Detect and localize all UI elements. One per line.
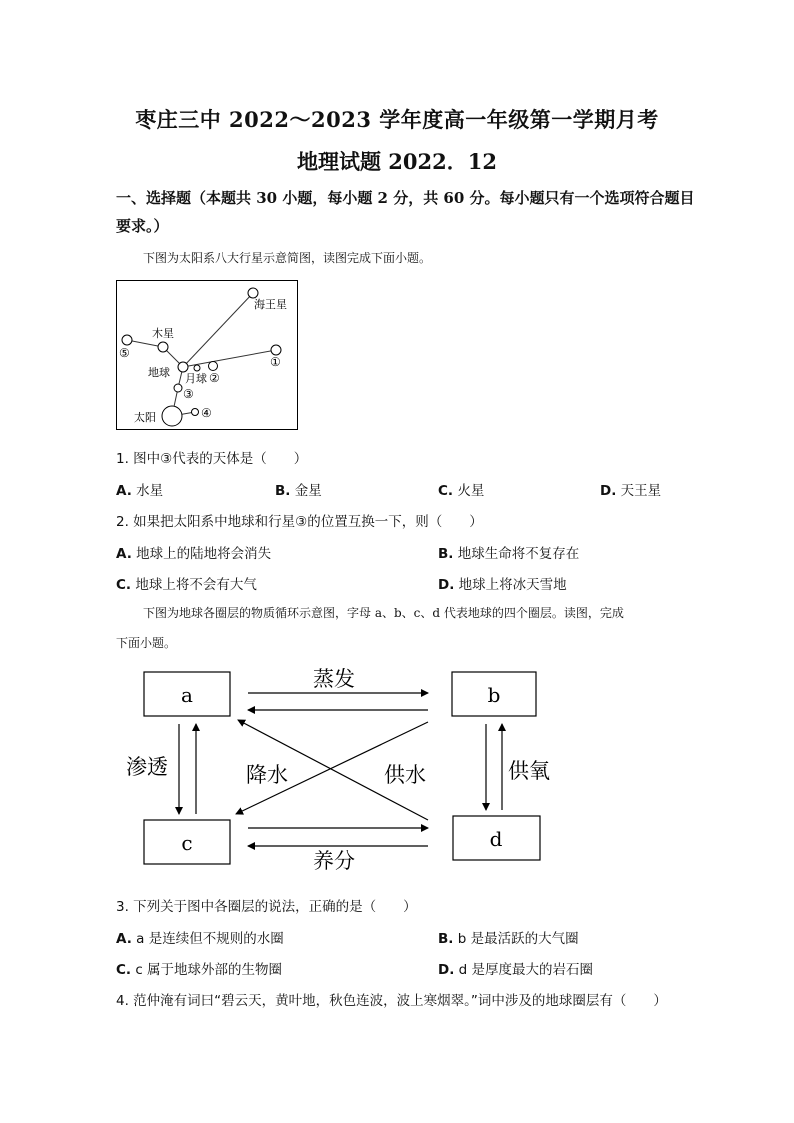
jupiter-label: 木星 — [152, 327, 174, 340]
page-subtitle: 地理试题 2022．12 — [297, 149, 497, 174]
planet2-circle — [209, 362, 218, 371]
q1-option-a: A. 水星 — [116, 483, 164, 499]
planet3-label: ③ — [183, 387, 194, 401]
q2-option-d: D. 地球上将冰天雪地 — [438, 577, 567, 593]
q3-option-a: A. a 是连续但不规则的水圈 — [116, 931, 284, 947]
jupiter-circle — [158, 342, 168, 352]
box-a-label: a — [181, 683, 193, 707]
intro-text-2-line1: 下图为地球各圈层的物质循环示意图，字母 a、b、c、d 代表地球的四个圈层。读图，完成 — [143, 606, 624, 620]
page-title: 枣庄三中 2022～2023 学年度高一年级第一学期月考 — [135, 107, 659, 132]
q1-option-d: D. 天王星 — [600, 483, 662, 499]
q3-option-d: D. d 是厚度最大的岩石圈 — [438, 962, 594, 978]
q2-option-a: A. 地球上的陆地将会消失 — [116, 546, 272, 562]
q2-option-b: B. 地球生命将不复存在 — [438, 546, 580, 562]
sun-circle — [162, 406, 182, 426]
question-4-stem: 4. 范仲淹有词曰“碧云天，黄叶地，秋色连波，波上寒烟翠。”词中涉及的地球圈层有（ ） — [116, 993, 667, 1009]
planet5-circle — [122, 335, 132, 345]
question-1-stem: 1. 图中③代表的天体是（ ） — [116, 451, 308, 467]
intro-text-2-line2: 下面小题。 — [116, 636, 177, 650]
box-c-label: c — [181, 831, 193, 855]
box-b-label: b — [487, 683, 501, 707]
planet2-label: ② — [209, 371, 220, 385]
planet5-label: ⑤ — [119, 346, 130, 360]
q2-option-c: C. 地球上将不会有大气 — [116, 577, 257, 593]
question-2-stem: 2. 如果把太阳系中地球和行星③的位置互换一下，则（ ） — [116, 514, 483, 530]
label-infiltration: 渗透 — [126, 755, 168, 779]
section-heading — [116, 184, 716, 240]
planet1-label: ① — [270, 355, 281, 369]
q3-option-c: C. c 属于地球外部的生物圈 — [116, 962, 283, 978]
moon-circle — [194, 365, 200, 371]
moon-label: 月球 — [185, 372, 207, 385]
planet4-label: ④ — [201, 406, 212, 420]
spheres-cycle-diagram — [116, 660, 566, 880]
neptune-label: 海王星 — [254, 298, 287, 311]
label-water-supply: 供水 — [384, 763, 426, 787]
earth-label: 地球 — [148, 366, 170, 379]
box-d-label: d — [489, 827, 503, 851]
label-oxygen-supply: 供氧 — [508, 759, 550, 783]
section-heading-line1: 一、选择题（本题共 30 小题，每小题 2 分，共 60 分。每小题只有一个选项符合题目 — [116, 189, 695, 207]
solar-system-figure — [116, 280, 298, 430]
sun-label: 太阳 — [134, 411, 156, 424]
question-3-stem: 3. 下列关于图中各圈层的说法，正确的是（ ） — [116, 899, 417, 915]
planet1-circle — [271, 345, 281, 355]
neptune-circle — [248, 288, 258, 298]
section-heading-line2: 要求。） — [116, 217, 169, 235]
label-nutrients: 养分 — [313, 849, 355, 873]
planet4-circle — [192, 409, 199, 416]
q1-option-b: B. 金星 — [275, 483, 322, 499]
q1-option-c: C. 火星 — [438, 483, 485, 499]
q3-option-b: B. b 是最活跃的大气圈 — [438, 931, 579, 947]
label-precipitation: 降水 — [246, 763, 288, 787]
label-evaporation: 蒸发 — [313, 667, 355, 691]
intro-text-1: 下图为太阳系八大行星示意简图，读图完成下面小题。 — [143, 251, 432, 265]
earth-circle — [178, 362, 188, 372]
planet3-circle — [174, 384, 182, 392]
